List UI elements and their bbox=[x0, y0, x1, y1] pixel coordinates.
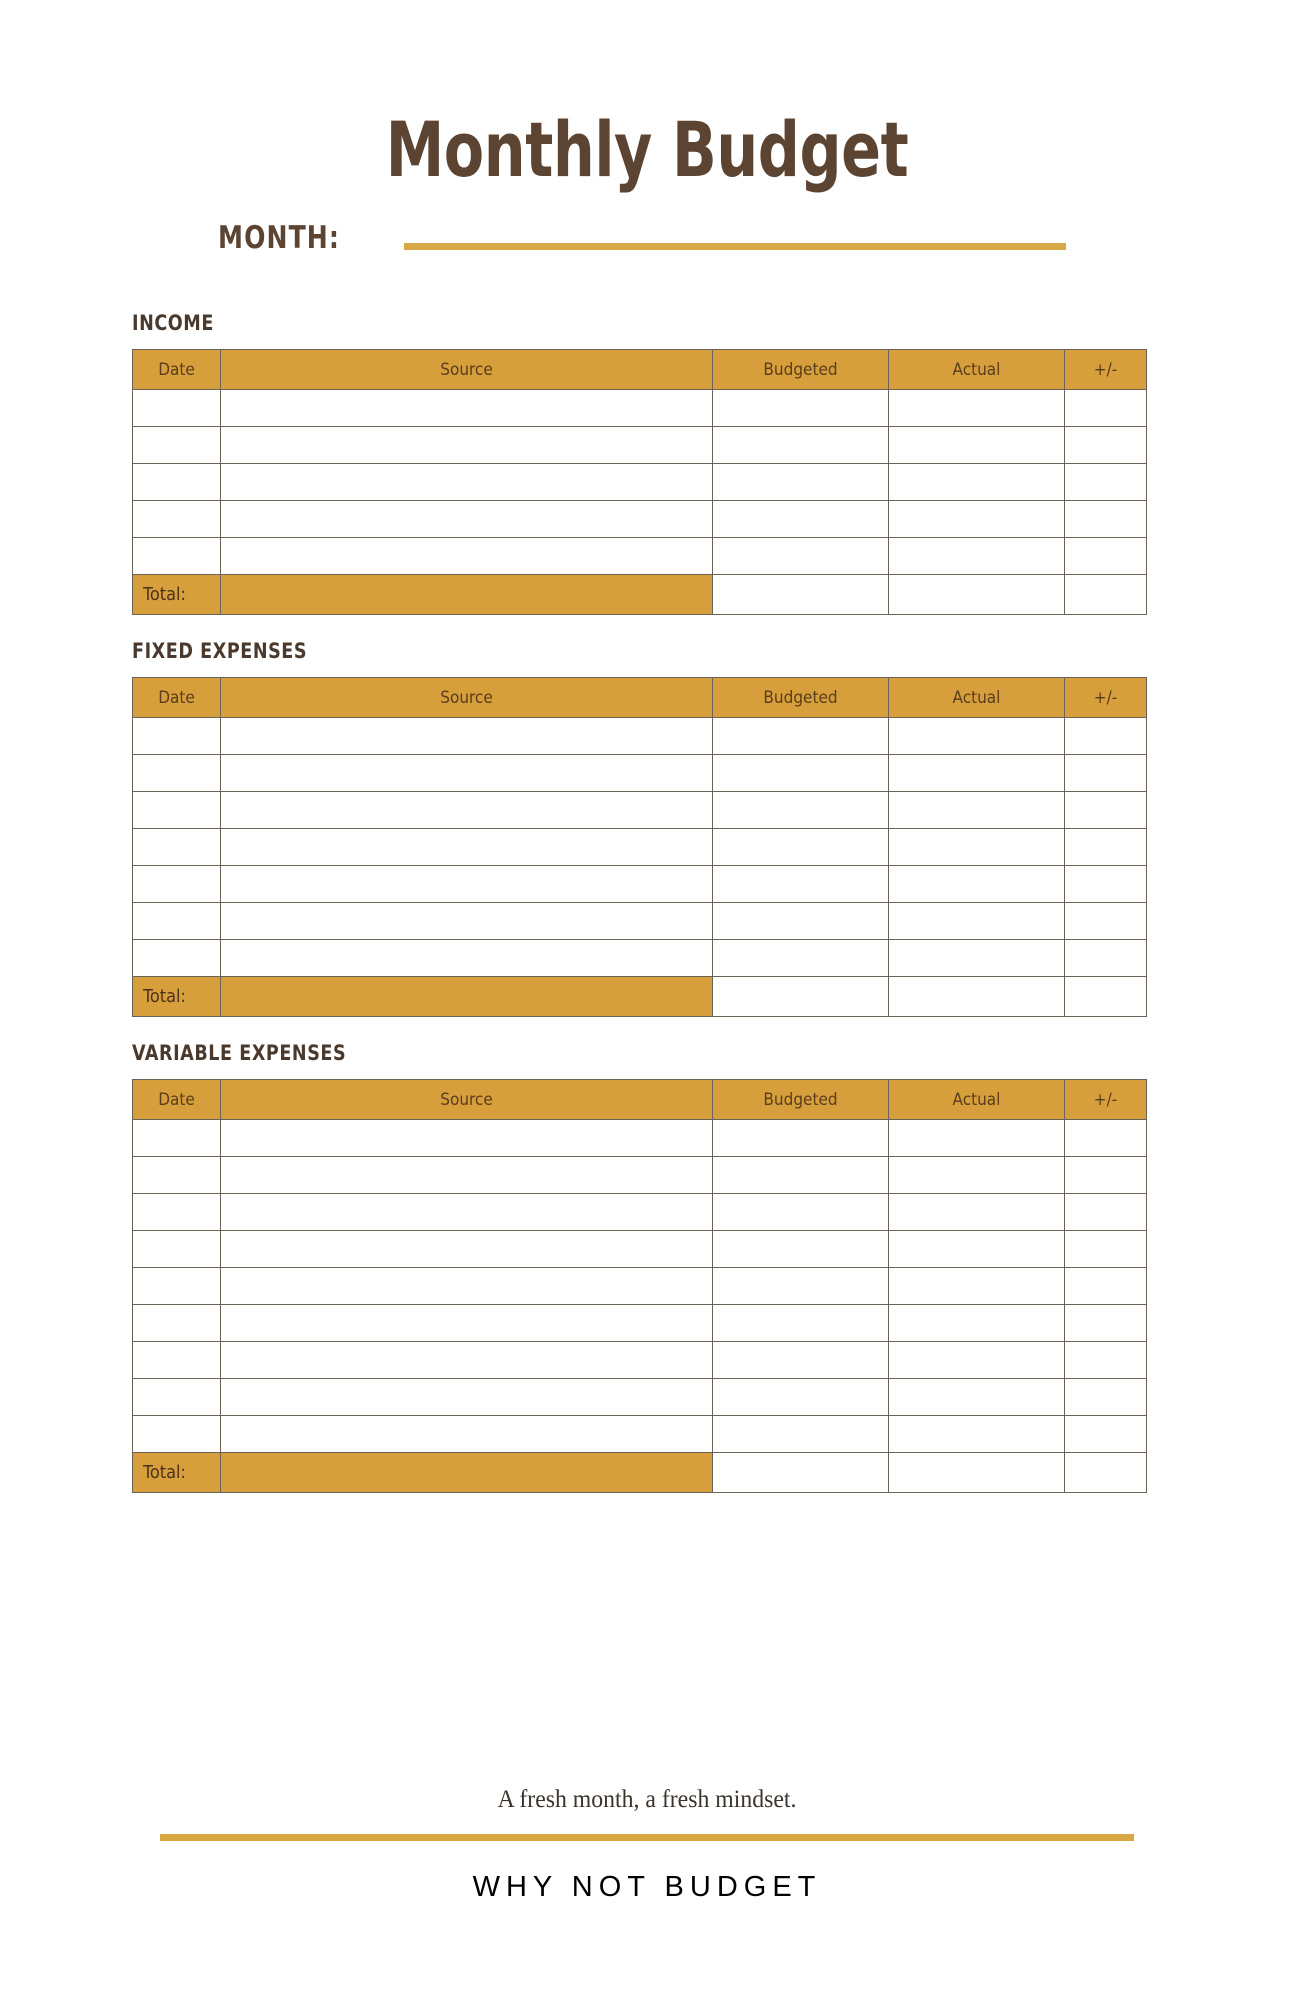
cell-actual[interactable] bbox=[889, 538, 1065, 575]
cell-source[interactable] bbox=[221, 390, 713, 427]
budget-sections bbox=[0, 311, 1294, 1493]
table-row bbox=[133, 792, 1147, 829]
month-label: MONTH: bbox=[218, 220, 340, 256]
section-title-variable-expenses: VARIABLE EXPENSES bbox=[132, 1041, 347, 1065]
cell-date[interactable] bbox=[133, 390, 221, 427]
table-row bbox=[133, 538, 1147, 575]
cell-actual[interactable] bbox=[889, 1268, 1065, 1305]
cell-source[interactable] bbox=[221, 1231, 713, 1268]
cell-diff[interactable] bbox=[1065, 1268, 1147, 1305]
table-row bbox=[133, 1157, 1147, 1194]
cell-source[interactable] bbox=[221, 1120, 713, 1157]
column-header-date: Date bbox=[133, 678, 221, 718]
footer bbox=[0, 1786, 1294, 2000]
month-field-row bbox=[0, 220, 1294, 256]
cell-budgeted[interactable] bbox=[713, 427, 889, 464]
cell-diff[interactable] bbox=[1065, 1157, 1147, 1194]
cell-budgeted[interactable] bbox=[713, 940, 889, 977]
cell-source[interactable] bbox=[221, 829, 713, 866]
cell-diff[interactable] bbox=[1065, 1416, 1147, 1453]
table-row bbox=[133, 829, 1147, 866]
total-label: Total: bbox=[133, 575, 221, 615]
column-header-: +/- bbox=[1065, 678, 1147, 718]
section-title-fixed-expenses: FIXED EXPENSES bbox=[132, 639, 308, 663]
cell-diff[interactable] bbox=[1065, 792, 1147, 829]
table-header-row bbox=[133, 350, 1147, 390]
cell-budgeted[interactable] bbox=[713, 829, 889, 866]
cell-actual[interactable] bbox=[889, 1342, 1065, 1379]
cell-budgeted[interactable] bbox=[713, 1120, 889, 1157]
cell-actual[interactable] bbox=[889, 940, 1065, 977]
cell-diff[interactable] bbox=[1065, 427, 1147, 464]
page-title: Monthly Budget bbox=[385, 105, 909, 194]
cell-diff[interactable] bbox=[1065, 464, 1147, 501]
cell-actual[interactable] bbox=[889, 792, 1065, 829]
cell-actual[interactable] bbox=[889, 501, 1065, 538]
table-row bbox=[133, 390, 1147, 427]
cell-budgeted[interactable] bbox=[713, 903, 889, 940]
cell-budgeted[interactable] bbox=[713, 792, 889, 829]
column-header-actual: Actual bbox=[889, 678, 1065, 718]
cell-diff[interactable] bbox=[1065, 390, 1147, 427]
cell-date[interactable] bbox=[133, 940, 221, 977]
cell-date[interactable] bbox=[133, 464, 221, 501]
table-row bbox=[133, 1120, 1147, 1157]
column-header-actual: Actual bbox=[889, 1080, 1065, 1120]
section-variable-expenses bbox=[132, 1041, 1162, 1493]
total-row bbox=[133, 1453, 1147, 1493]
cell-actual[interactable] bbox=[889, 1305, 1065, 1342]
total-cell-diff[interactable] bbox=[1065, 977, 1147, 1017]
cell-source[interactable] bbox=[221, 1157, 713, 1194]
cell-actual[interactable] bbox=[889, 1157, 1065, 1194]
cell-actual[interactable] bbox=[889, 755, 1065, 792]
table-row bbox=[133, 464, 1147, 501]
cell-source[interactable] bbox=[221, 501, 713, 538]
cell-diff[interactable] bbox=[1065, 940, 1147, 977]
cell-budgeted[interactable] bbox=[713, 501, 889, 538]
total-cell-actual[interactable] bbox=[889, 977, 1065, 1017]
table-row bbox=[133, 1194, 1147, 1231]
cell-source[interactable] bbox=[221, 1194, 713, 1231]
cell-budgeted[interactable] bbox=[713, 390, 889, 427]
cell-actual[interactable] bbox=[889, 829, 1065, 866]
cell-budgeted[interactable] bbox=[713, 464, 889, 501]
cell-date[interactable] bbox=[133, 1120, 221, 1157]
table-row bbox=[133, 1342, 1147, 1379]
cell-diff[interactable] bbox=[1065, 1379, 1147, 1416]
cell-budgeted[interactable] bbox=[713, 1342, 889, 1379]
section-income bbox=[132, 311, 1162, 615]
cell-diff[interactable] bbox=[1065, 1342, 1147, 1379]
cell-budgeted[interactable] bbox=[713, 1231, 889, 1268]
cell-date[interactable] bbox=[133, 1416, 221, 1453]
cell-budgeted[interactable] bbox=[713, 538, 889, 575]
cell-actual[interactable] bbox=[889, 1120, 1065, 1157]
cell-source[interactable] bbox=[221, 1305, 713, 1342]
total-filler-cell bbox=[221, 1453, 713, 1493]
total-cell-diff[interactable] bbox=[1065, 575, 1147, 615]
total-label: Total: bbox=[133, 977, 221, 1017]
cell-source[interactable] bbox=[221, 427, 713, 464]
column-header-: +/- bbox=[1065, 1080, 1147, 1120]
cell-date[interactable] bbox=[133, 1194, 221, 1231]
cell-source[interactable] bbox=[221, 538, 713, 575]
cell-diff[interactable] bbox=[1065, 903, 1147, 940]
table-row bbox=[133, 940, 1147, 977]
cell-date[interactable] bbox=[133, 501, 221, 538]
column-header-source: Source bbox=[221, 678, 713, 718]
cell-actual[interactable] bbox=[889, 1194, 1065, 1231]
header-block bbox=[0, 0, 1294, 256]
cell-budgeted[interactable] bbox=[713, 866, 889, 903]
table-row bbox=[133, 501, 1147, 538]
cell-diff[interactable] bbox=[1065, 866, 1147, 903]
cell-actual[interactable] bbox=[889, 1379, 1065, 1416]
column-header-date: Date bbox=[133, 1080, 221, 1120]
footer-tagline: A fresh month, a fresh mindset. bbox=[497, 1786, 797, 1813]
cell-date[interactable] bbox=[133, 755, 221, 792]
table-header-row bbox=[133, 678, 1147, 718]
cell-date[interactable] bbox=[133, 866, 221, 903]
column-header-source: Source bbox=[221, 350, 713, 390]
cell-budgeted[interactable] bbox=[713, 755, 889, 792]
cell-budgeted[interactable] bbox=[713, 1379, 889, 1416]
cell-budgeted[interactable] bbox=[713, 718, 889, 755]
table-row bbox=[133, 1379, 1147, 1416]
total-row bbox=[133, 977, 1147, 1017]
cell-diff[interactable] bbox=[1065, 755, 1147, 792]
cell-actual[interactable] bbox=[889, 427, 1065, 464]
cell-source[interactable] bbox=[221, 718, 713, 755]
cell-actual[interactable] bbox=[889, 866, 1065, 903]
cell-date[interactable] bbox=[133, 1342, 221, 1379]
cell-diff[interactable] bbox=[1065, 829, 1147, 866]
total-cell-budgeted[interactable] bbox=[713, 977, 889, 1017]
cell-budgeted[interactable] bbox=[713, 1416, 889, 1453]
cell-date[interactable] bbox=[133, 1305, 221, 1342]
cell-date[interactable] bbox=[133, 1379, 221, 1416]
section-title-income: INCOME bbox=[132, 311, 214, 335]
total-cell-budgeted[interactable] bbox=[713, 575, 889, 615]
total-cell-actual[interactable] bbox=[889, 1453, 1065, 1493]
cell-source[interactable] bbox=[221, 940, 713, 977]
cell-actual[interactable] bbox=[889, 903, 1065, 940]
column-header-: +/- bbox=[1065, 350, 1147, 390]
table-row bbox=[133, 903, 1147, 940]
cell-source[interactable] bbox=[221, 1416, 713, 1453]
cell-diff[interactable] bbox=[1065, 538, 1147, 575]
cell-actual[interactable] bbox=[889, 1416, 1065, 1453]
cell-source[interactable] bbox=[221, 1379, 713, 1416]
cell-source[interactable] bbox=[221, 1268, 713, 1305]
table-row bbox=[133, 866, 1147, 903]
cell-source[interactable] bbox=[221, 1342, 713, 1379]
cell-budgeted[interactable] bbox=[713, 1157, 889, 1194]
cell-date[interactable] bbox=[133, 1268, 221, 1305]
total-cell-diff[interactable] bbox=[1065, 1453, 1147, 1493]
table-row bbox=[133, 1231, 1147, 1268]
table-row bbox=[133, 718, 1147, 755]
cell-budgeted[interactable] bbox=[713, 1268, 889, 1305]
column-header-budgeted: Budgeted bbox=[713, 350, 889, 390]
cell-diff[interactable] bbox=[1065, 718, 1147, 755]
cell-date[interactable] bbox=[133, 718, 221, 755]
cell-date[interactable] bbox=[133, 538, 221, 575]
column-header-budgeted: Budgeted bbox=[713, 1080, 889, 1120]
cell-date[interactable] bbox=[133, 903, 221, 940]
cell-source[interactable] bbox=[221, 866, 713, 903]
cell-source[interactable] bbox=[221, 903, 713, 940]
cell-date[interactable] bbox=[133, 1231, 221, 1268]
column-header-source: Source bbox=[221, 1080, 713, 1120]
month-input-line[interactable] bbox=[404, 243, 1066, 250]
total-cell-actual[interactable] bbox=[889, 575, 1065, 615]
cell-diff[interactable] bbox=[1065, 1231, 1147, 1268]
cell-diff[interactable] bbox=[1065, 1120, 1147, 1157]
total-filler-cell bbox=[221, 575, 713, 615]
budget-table-fixed-expenses bbox=[132, 677, 1147, 1017]
brand-name: WHY NOT BUDGET bbox=[472, 1871, 822, 1903]
table-row bbox=[133, 1305, 1147, 1342]
budget-table-income bbox=[132, 349, 1147, 615]
column-header-budgeted: Budgeted bbox=[713, 678, 889, 718]
total-label: Total: bbox=[133, 1453, 221, 1493]
cell-actual[interactable] bbox=[889, 718, 1065, 755]
cell-date[interactable] bbox=[133, 829, 221, 866]
table-row bbox=[133, 427, 1147, 464]
table-row bbox=[133, 755, 1147, 792]
cell-actual[interactable] bbox=[889, 1231, 1065, 1268]
table-header-row bbox=[133, 1080, 1147, 1120]
cell-date[interactable] bbox=[133, 792, 221, 829]
total-row bbox=[133, 575, 1147, 615]
total-cell-budgeted[interactable] bbox=[713, 1453, 889, 1493]
section-fixed-expenses bbox=[132, 639, 1162, 1017]
cell-diff[interactable] bbox=[1065, 1194, 1147, 1231]
cell-actual[interactable] bbox=[889, 464, 1065, 501]
table-row bbox=[133, 1268, 1147, 1305]
footer-divider bbox=[160, 1834, 1134, 1841]
cell-source[interactable] bbox=[221, 792, 713, 829]
cell-budgeted[interactable] bbox=[713, 1305, 889, 1342]
column-header-actual: Actual bbox=[889, 350, 1065, 390]
total-filler-cell bbox=[221, 977, 713, 1017]
cell-date[interactable] bbox=[133, 427, 221, 464]
table-row bbox=[133, 1416, 1147, 1453]
cell-source[interactable] bbox=[221, 464, 713, 501]
cell-diff[interactable] bbox=[1065, 501, 1147, 538]
cell-date[interactable] bbox=[133, 1157, 221, 1194]
budget-table-variable-expenses bbox=[132, 1079, 1147, 1493]
column-header-date: Date bbox=[133, 350, 221, 390]
cell-actual[interactable] bbox=[889, 390, 1065, 427]
cell-source[interactable] bbox=[221, 755, 713, 792]
cell-budgeted[interactable] bbox=[713, 1194, 889, 1231]
cell-diff[interactable] bbox=[1065, 1305, 1147, 1342]
